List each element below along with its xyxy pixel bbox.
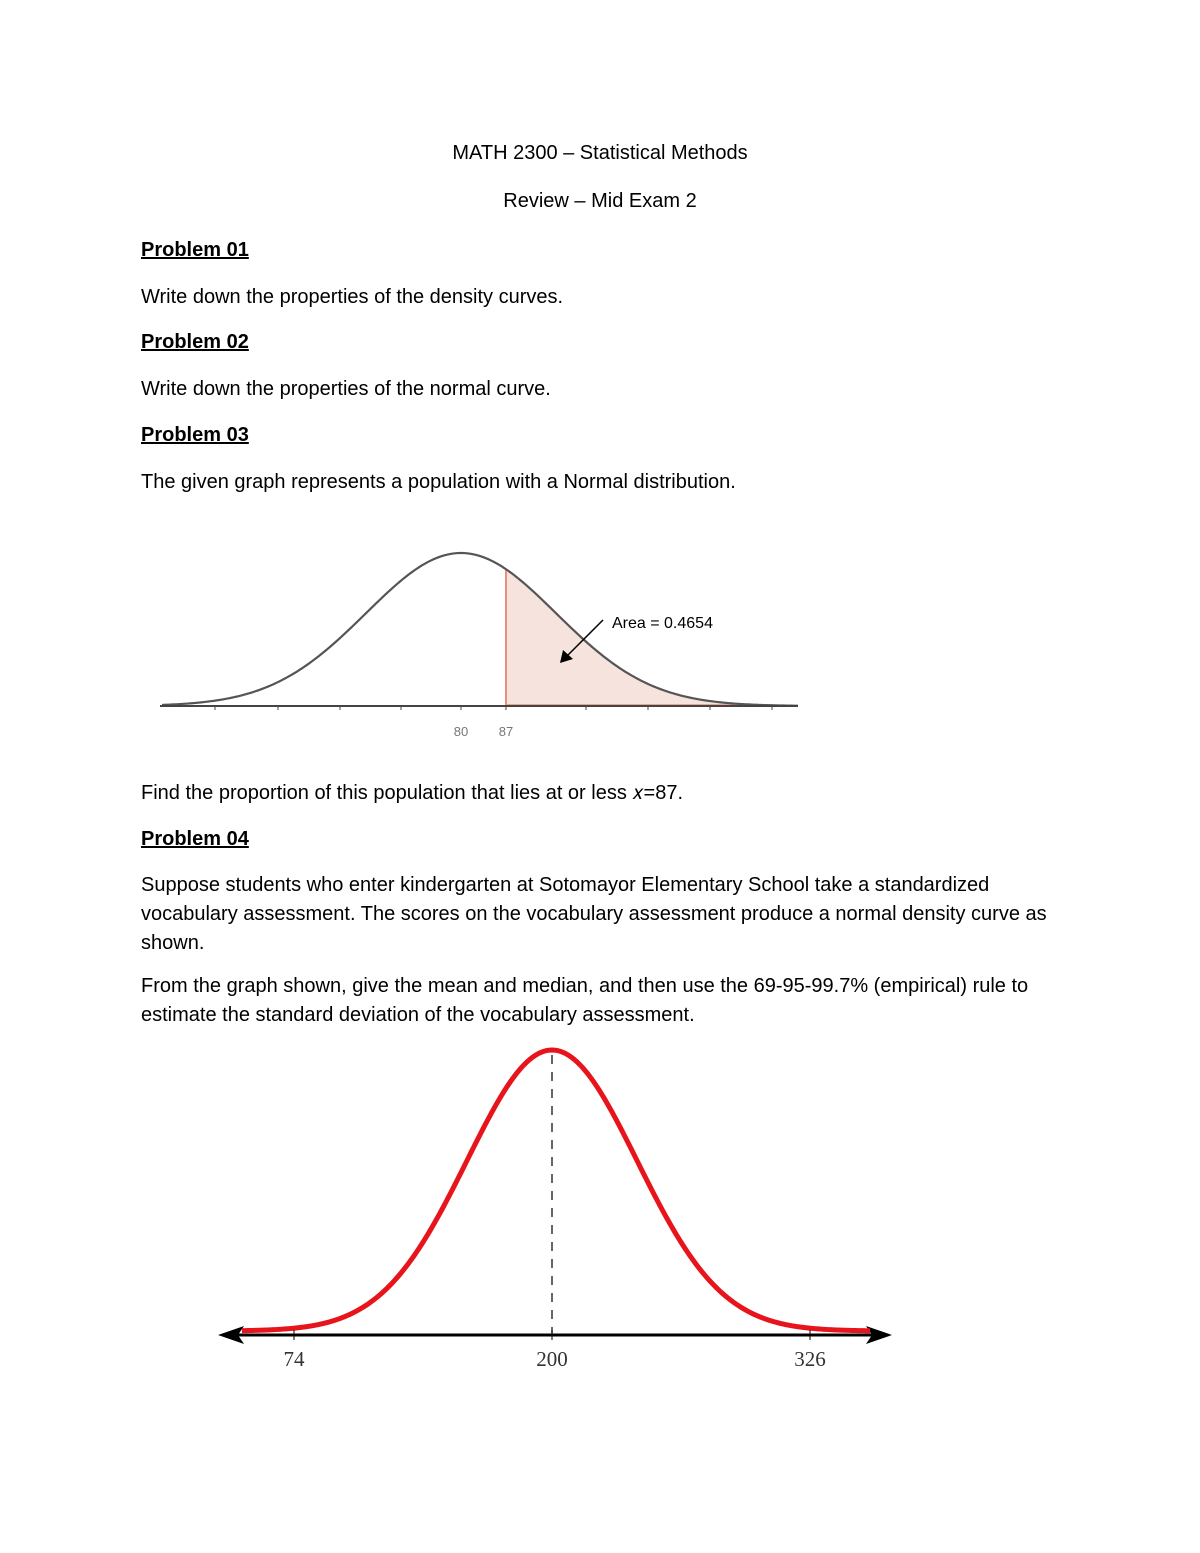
tick-label: 80 <box>453 724 469 739</box>
problem-03-question: Find the proportion of this population that lies at or less 𝑥=87. <box>141 782 684 804</box>
problem-01-text: Write down the properties of the density curves. <box>141 286 564 308</box>
problem-04-heading: Problem 04 <box>141 828 249 850</box>
problem-02-heading: Problem 02 <box>141 331 249 353</box>
tick-label: 87 <box>498 724 514 739</box>
problem-04-question: From the graph shown, give the mean and median, and then use the 69-95-99.7% (empirical) rule to estimate the standard deviation of the vocabulary assessment. <box>141 975 1029 1026</box>
tick-label: 200 <box>536 1347 568 1371</box>
problem-03-heading: Problem 03 <box>141 424 249 446</box>
problem-03-text: The given graph represents a population with a Normal distribution. <box>141 471 736 493</box>
problem-04-text: Suppose students who enter kindergarten at Sotomayor Elementary School take a standardized vocabulary assessment. The scores on the vocabulary assessment produce a normal density curve as shown. <box>141 874 1047 954</box>
normal-curve-chart-2 <box>210 1035 910 1385</box>
normal-curve-chart-1 <box>150 535 810 745</box>
tick-label: 326 <box>794 1347 826 1371</box>
area-annotation: Area = 0.4654 <box>612 615 713 632</box>
problem-01-heading: Problem 01 <box>141 239 249 261</box>
problem-02-text: Write down the properties of the normal curve. <box>141 378 551 400</box>
normal-curve <box>242 1050 870 1331</box>
document-subtitle: Review – Mid Exam 2 <box>503 190 697 212</box>
tick-label: 74 <box>283 1347 305 1371</box>
shaded-area <box>506 569 770 706</box>
document-title: MATH 2300 – Statistical Methods <box>452 142 748 164</box>
